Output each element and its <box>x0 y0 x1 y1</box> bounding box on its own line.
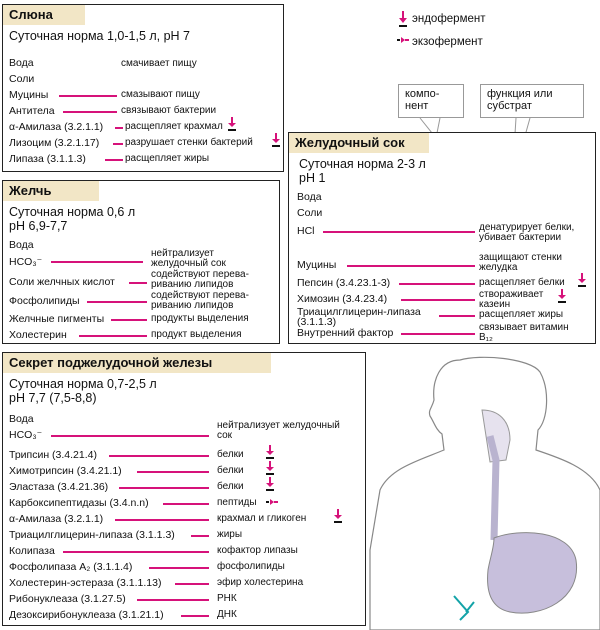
bile-fn-3: содействуют перева- риванию липидов <box>151 290 249 311</box>
pancreas-comp-10: Холестерин-эстераза (3.1.1.13) <box>9 577 162 589</box>
saliva-comp-1: Соли <box>9 73 35 85</box>
saliva-comp-3: Антитела <box>9 105 55 117</box>
legend-exo: экзофермент <box>412 36 483 48</box>
gastric-fn-5: створаживает казеин <box>479 289 544 310</box>
bile-norm-1: Суточная норма 0,6 л <box>9 205 136 219</box>
pancreas-line-9 <box>149 567 209 569</box>
gastric-comp-4: Пепсин (3.4.23.1-3) <box>297 277 391 289</box>
gastric-box <box>288 132 596 344</box>
bile-box <box>2 180 280 344</box>
pancreas-line-11 <box>137 599 209 601</box>
endoenzyme-icon <box>227 117 237 131</box>
pancreas-comp-7: Триацилглицерин-липаза (3.1.1.3) <box>9 529 175 541</box>
gastric-comp-7: Внутренний фактор <box>297 327 394 339</box>
pancreas-fn-5: пептиды <box>217 497 257 508</box>
saliva-box <box>2 4 284 172</box>
gastric-line-2 <box>323 231 475 233</box>
pancreas-comp-12: Дезоксирибонуклеаза (3.1.21.1) <box>9 609 164 621</box>
bile-comp-1: HCO₃⁻ <box>9 256 43 268</box>
bile-comp-3: Фосфолипиды <box>9 295 80 307</box>
bile-fn-2: содействуют перева- риванию липидов <box>151 269 249 290</box>
gastric-fn-4: расщепляет белки <box>479 277 565 288</box>
gastric-fn-6: расщепляет жиры <box>479 309 564 320</box>
saliva-fn-6: расщепляет жиры <box>125 153 210 164</box>
bile-comp-0: Вода <box>9 239 34 251</box>
pancreas-line-1 <box>51 435 209 437</box>
pancreas-comp-1: HCO₃⁻ <box>9 429 43 441</box>
pancreas-line-12 <box>181 615 209 617</box>
gastric-comp-3: Муцины <box>297 259 337 271</box>
gastric-comp-2: HCl <box>297 225 315 237</box>
saliva-fn-3: связывают бактерии <box>121 105 217 116</box>
pancreas-fn-4: белки <box>217 481 244 492</box>
pancreas-line-5 <box>163 503 209 505</box>
pancreas-norm-2: pH 7,7 (7,5-8,8) <box>9 391 97 405</box>
bile-title: Желчь <box>3 181 99 201</box>
pancreas-fn-9: фосфолипиды <box>217 561 285 572</box>
exoenzyme-icon <box>265 496 279 508</box>
gastric-title: Желудочный сок <box>289 133 429 153</box>
gastric-line-3 <box>347 265 475 267</box>
pancreas-fn-12: ДНК <box>217 609 237 620</box>
pancreas-line-7 <box>191 535 209 537</box>
pancreas-comp-6: α-Амилаза (3.2.1.1) <box>9 513 104 525</box>
pancreas-fn-6: крахмал и гликоген <box>217 513 307 524</box>
gastric-comp-0: Вода <box>297 191 322 203</box>
bile-line-5 <box>79 335 147 337</box>
saliva-title: Слюна <box>3 5 85 25</box>
pancreas-box <box>2 352 366 626</box>
endoenzyme-icon <box>265 445 275 459</box>
pancreas-norm-1: Суточная норма 0,7-2,5 л <box>9 377 157 391</box>
gastric-norm-2: pH 1 <box>299 171 326 185</box>
pancreas-line-3 <box>137 471 209 473</box>
bile-norm-2: pH 6,9-7,7 <box>9 219 68 233</box>
saliva-comp-4: α-Амилаза (3.2.1.1) <box>9 121 104 133</box>
saliva-comp-6: Липаза (3.1.1.3) <box>9 153 86 165</box>
saliva-line-6 <box>105 159 123 161</box>
gastric-line-7 <box>401 333 475 335</box>
pancreas-line-4 <box>119 487 209 489</box>
endoenzyme-icon <box>265 461 275 475</box>
component-label: компо- нент <box>398 84 464 118</box>
endoenzyme-icon <box>577 273 587 287</box>
saliva-fn-2: смазывают пищу <box>121 89 200 100</box>
pancreas-line-8 <box>63 551 209 553</box>
pancreas-comp-0: Вода <box>9 413 34 425</box>
saliva-comp-5: Лизоцим (3.2.1.17) <box>9 137 100 149</box>
endoenzyme-icon <box>265 477 275 491</box>
gastric-fn-3: защищают стенки желудка <box>479 252 562 273</box>
human-body-illustration <box>370 350 600 630</box>
gastric-comp-1: Соли <box>297 207 323 219</box>
gastric-comp-5: Химозин (3.4.23.4) <box>297 293 388 305</box>
pancreas-comp-8: Колипаза <box>9 545 55 557</box>
bile-line-1 <box>51 261 143 263</box>
saliva-comp-2: Муцины <box>9 89 49 101</box>
pancreas-line-2 <box>109 455 209 457</box>
bile-line-4 <box>111 319 147 321</box>
bile-line-3 <box>87 301 147 303</box>
gastric-line-6 <box>439 315 475 317</box>
saliva-fn-4: расщепляет крахмал <box>125 121 223 132</box>
endoenzyme-icon <box>271 133 281 147</box>
saliva-fn-0: смачивает пищу <box>121 58 197 69</box>
gastric-norm-1: Суточная норма 2-3 л <box>299 157 426 171</box>
pancreas-comp-2: Трипсин (3.4.21.4) <box>9 449 97 461</box>
pancreas-comp-3: Химотрипсин (3.4.21.1) <box>9 465 122 477</box>
saliva-fn-5: разрушает стенки бактерий <box>125 137 253 148</box>
pancreas-fn-8: кофактор липазы <box>217 545 298 556</box>
gastric-fn-7: связывает витамин B₁₂ <box>479 322 569 343</box>
pancreas-fn-11: РНК <box>217 593 237 604</box>
gastric-comp-6: Триацилглицерин-липаза (3.1.1.3) <box>297 306 421 328</box>
saliva-line-3 <box>63 111 117 113</box>
saliva-comp-0: Вода <box>9 57 34 69</box>
endoenzyme-icon <box>557 289 567 303</box>
bile-comp-5: Холестерин <box>9 329 67 341</box>
pancreas-fn-7: жиры <box>217 529 243 540</box>
gastric-fn-2: денатурирует белки, убивает бактерии <box>479 222 575 243</box>
pancreas-fn-3: белки <box>217 465 244 476</box>
pancreas-comp-11: Рибонуклеаза (3.1.27.5) <box>9 593 126 605</box>
bile-fn-1: нейтрализует желудочный сок <box>151 248 226 269</box>
bile-fn-4: продукты выделения <box>151 313 249 324</box>
bile-comp-2: Соли желчных кислот <box>9 276 115 288</box>
pancreas-comp-5: Карбоксипептидазы (3.4.n.n) <box>9 497 149 509</box>
pancreas-fn-10: эфир холестерина <box>217 577 304 588</box>
gastric-line-4 <box>399 283 475 285</box>
bile-comp-4: Желчные пигменты <box>9 313 105 325</box>
bile-fn-5: продукт выделения <box>151 329 242 340</box>
endoenzyme-icon <box>333 509 343 523</box>
pancreas-title: Секрет поджелудочной железы <box>3 353 271 373</box>
saliva-norm: Суточная норма 1,0-1,5 л, pH 7 <box>9 29 191 43</box>
bile-line-2 <box>129 282 147 284</box>
pancreas-comp-9: Фосфолипаза A₂ (3.1.1.4) <box>9 561 133 573</box>
pancreas-fn-1: нейтрализует желудочный сок <box>217 420 340 441</box>
pancreas-line-6 <box>115 519 209 521</box>
pancreas-fn-2: белки <box>217 449 244 460</box>
legend-endo: эндофермент <box>412 13 486 25</box>
function-label: функция или субстрат <box>480 84 584 118</box>
saliva-line-5 <box>113 143 123 145</box>
gastric-line-5 <box>401 299 475 301</box>
saliva-line-2 <box>59 95 117 97</box>
pancreas-line-10 <box>175 583 209 585</box>
saliva-line-4 <box>115 127 123 129</box>
pancreas-comp-4: Эластаза (3.4.21.36) <box>9 481 109 493</box>
